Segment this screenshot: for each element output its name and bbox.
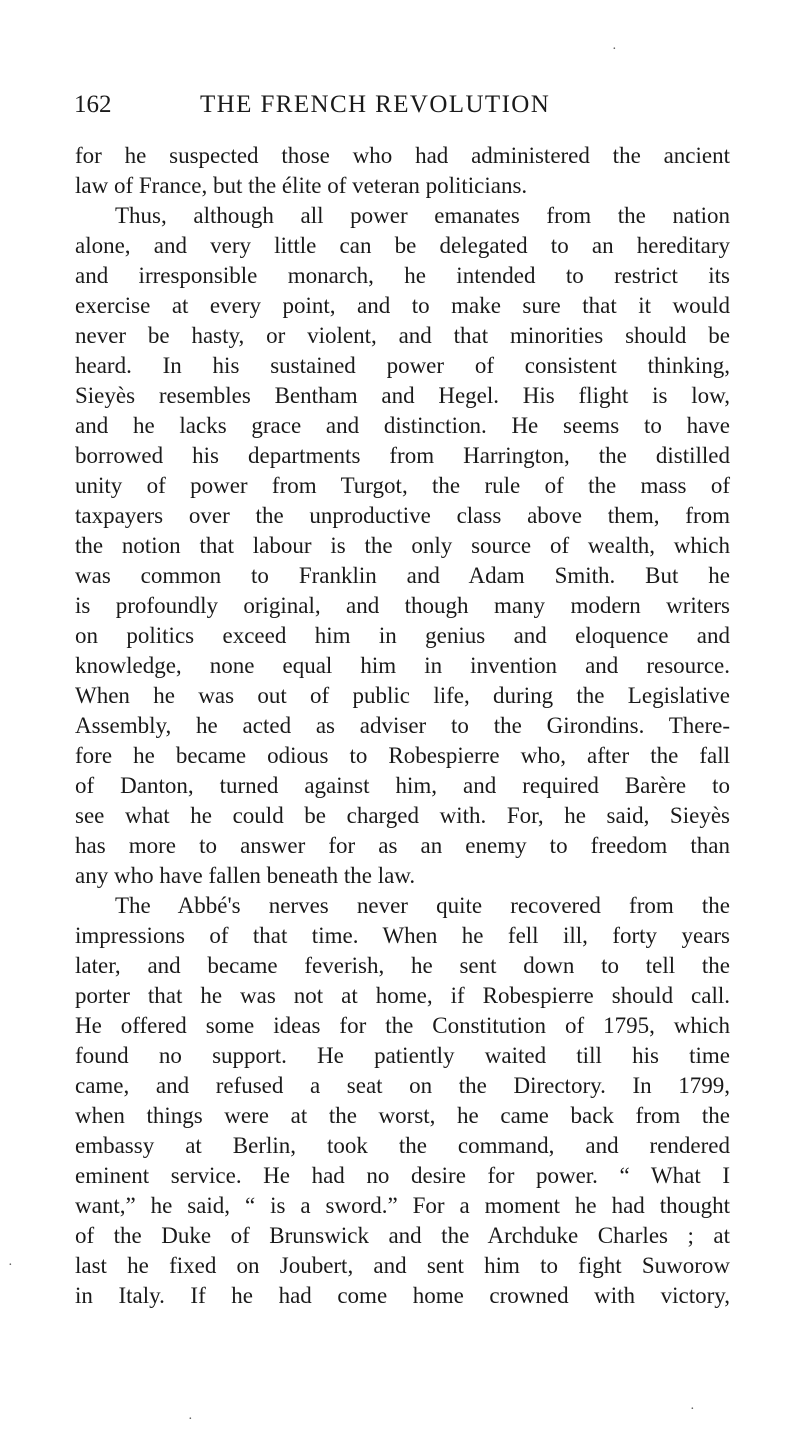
- text-line: in Italy. If he had come home crowned with victory,: [75, 1283, 730, 1308]
- scan-speck: ·: [8, 1258, 13, 1273]
- text-line: heard. In his sustained power of consistent thinking,: [75, 353, 730, 378]
- page-header: [74, 88, 734, 122]
- text-line: later, and became feverish, he sent down to tell the: [75, 953, 730, 978]
- text-line: The Abbé's nerves never quite recovered from the: [115, 893, 730, 918]
- text-line: Thus, although all power emanates from the nation: [115, 203, 730, 228]
- text-line: of the Duke of Brunswick and the Archduke Charles ; at: [75, 1223, 730, 1248]
- text-line: impressions of that time. When he fell ill, forty years: [75, 923, 730, 948]
- text-line: fore he became odious to Robespierre who, after the fall: [75, 743, 730, 768]
- page-number: 162: [74, 91, 112, 118]
- text-line: law of France, but the élite of veteran politicians.: [75, 173, 528, 198]
- scan-speck: ·: [690, 1402, 695, 1417]
- text-line: Assembly, he acted as adviser to the Girondins. There-: [75, 713, 730, 738]
- text-line: last he fixed on Joubert, and sent him to fight Suworow: [75, 1253, 730, 1278]
- text-line: was common to Franklin and Adam Smith. But he: [75, 563, 730, 588]
- text-line: see what he could be charged with. For, he said, Sieyès: [75, 803, 730, 828]
- text-line: on politics exceed him in genius and eloquence and: [75, 623, 730, 648]
- text-line: is profoundly original, and though many modern writers: [75, 593, 730, 618]
- text-line: exercise at every point, and to make sure that it would: [75, 293, 730, 318]
- text-line: eminent service. He had no desire for power. “ What I: [75, 1163, 730, 1188]
- running-title: THE FRENCH REVOLUTION: [200, 91, 551, 118]
- body-text: [75, 141, 730, 1311]
- text-line: of Danton, turned against him, and required Barère to: [75, 773, 730, 798]
- text-line: any who have fallen beneath the law.: [75, 863, 416, 888]
- text-line: knowledge, none equal him in invention and resource.: [75, 653, 730, 678]
- text-line: He offered some ideas for the Constitution of 1795, which: [75, 1013, 730, 1038]
- text-line: embassy at Berlin, took the command, and rendered: [75, 1133, 730, 1158]
- text-line: for he suspected those who had administered the ancient: [75, 143, 730, 168]
- text-line: When he was out of public life, during the Legislative: [75, 683, 730, 708]
- text-line: porter that he was not at home, if Robespierre should call.: [75, 983, 730, 1008]
- text-line: alone, and very little can be delegated to an hereditary: [75, 233, 730, 258]
- text-line: unity of power from Turgot, the rule of the mass of: [75, 473, 730, 498]
- text-line: want,” he said, “ is a sword.” For a moment he had thought: [75, 1193, 730, 1218]
- text-line: found no support. He patiently waited till his time: [75, 1043, 730, 1068]
- text-line: Sieyès resembles Bentham and Hegel. His flight is low,: [75, 383, 730, 408]
- text-line: taxpayers over the unproductive class above them, from: [75, 503, 730, 528]
- scan-speck: ·: [188, 1412, 193, 1427]
- text-line: came, and refused a seat on the Directory. In 1799,: [75, 1073, 730, 1098]
- text-line: and he lacks grace and distinction. He seems to have: [75, 413, 730, 438]
- text-line: borrowed his departments from Harrington, the distilled: [75, 443, 730, 468]
- text-line: when things were at the worst, he came back from the: [75, 1103, 730, 1128]
- text-line: never be hasty, or violent, and that minorities should be: [75, 323, 730, 348]
- text-line: and irresponsible monarch, he intended to restrict its: [75, 263, 730, 288]
- scan-speck: ·: [612, 42, 617, 57]
- text-line: the notion that labour is the only source of wealth, which: [75, 533, 730, 558]
- text-line: has more to answer for as an enemy to freedom than: [75, 833, 730, 858]
